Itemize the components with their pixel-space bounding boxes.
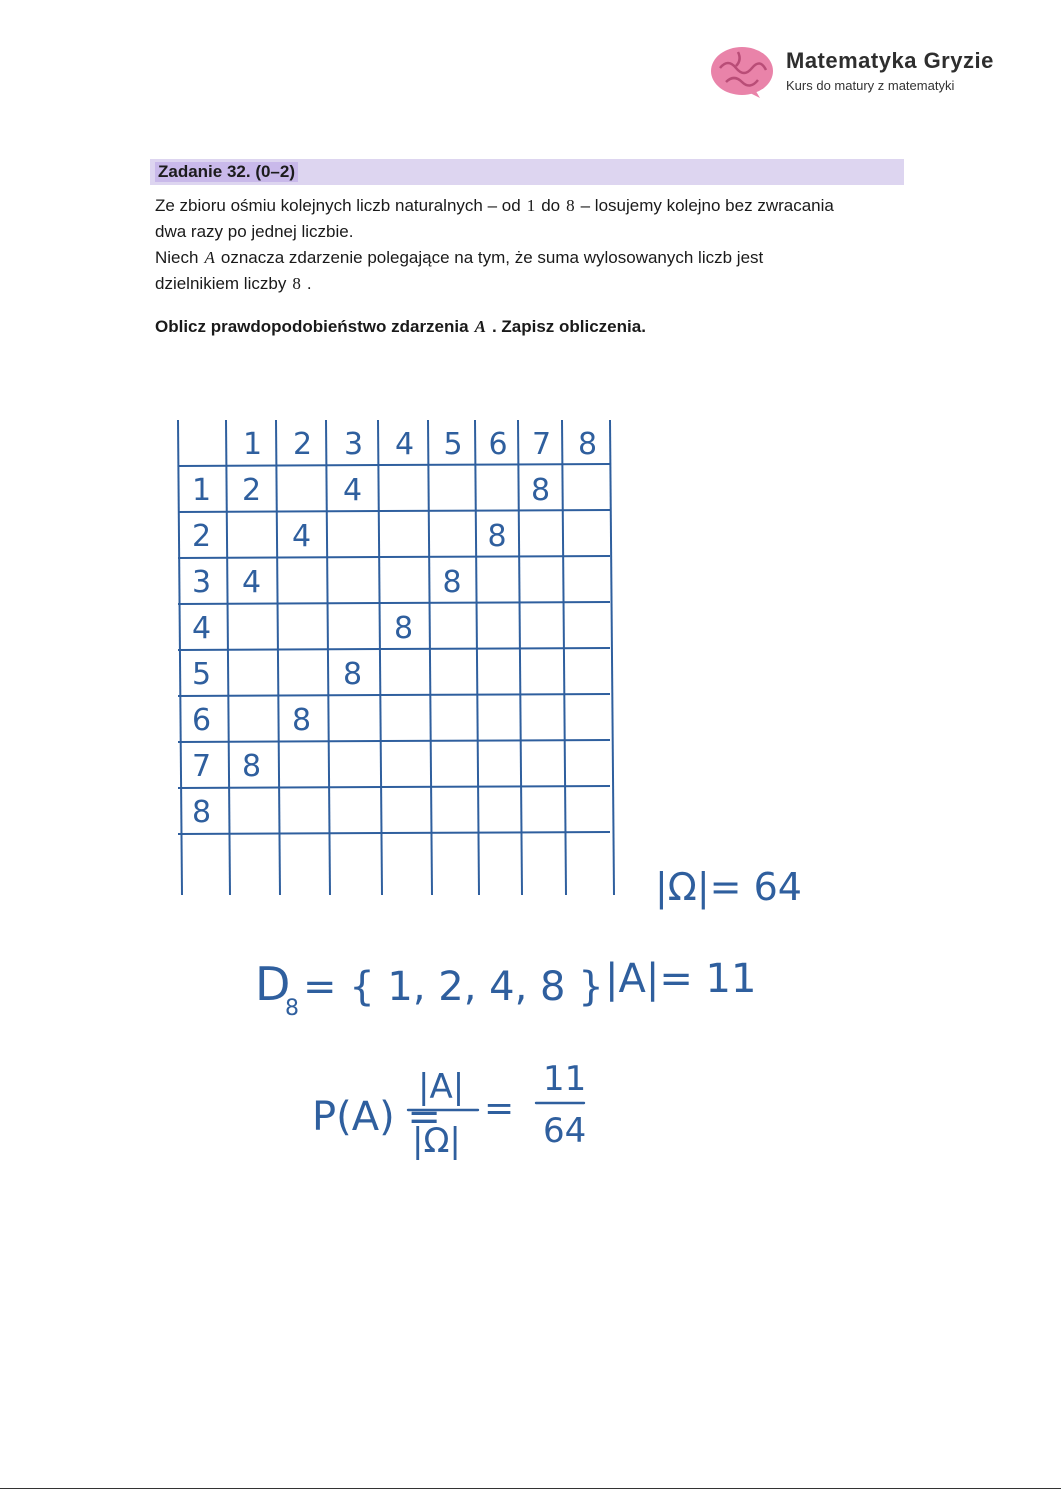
event-count: |A|= 11 bbox=[605, 956, 757, 1002]
table-cell-value: 4 bbox=[343, 473, 363, 508]
table-cell-value: 8 bbox=[343, 657, 363, 692]
table-cell-value: 2 bbox=[242, 473, 262, 508]
variable-a: A bbox=[204, 248, 215, 267]
logo-subtitle: Kurs do matury z matematyki bbox=[786, 78, 955, 93]
divisors-set: = { 1, 2, 4, 8 } bbox=[303, 964, 604, 1010]
row-header: 3 bbox=[192, 565, 212, 600]
grid-vertical-line bbox=[518, 420, 522, 895]
instruction-part-a: Oblicz prawdopodobieństwo zdarzenia bbox=[155, 317, 469, 336]
table-cell-value: 8 bbox=[531, 473, 551, 508]
grid-vertical-line bbox=[226, 420, 230, 895]
grid-vertical-line bbox=[610, 420, 614, 895]
column-header: 5 bbox=[443, 427, 463, 462]
number-8-second: 8 bbox=[292, 274, 301, 293]
column-header: 1 bbox=[243, 427, 263, 462]
task-line3-part-b: oznacza zdarzenie polegające na tym, że suma wylosowanych liczb jest bbox=[220, 248, 764, 267]
task-line1-part-c: – losujemy kolejno bez zwracania bbox=[580, 196, 834, 215]
table-cell-value: 4 bbox=[292, 519, 312, 554]
logo-title: Matematyka Gryzie bbox=[786, 48, 994, 73]
column-header: 2 bbox=[293, 427, 313, 462]
grid-horizontal-line bbox=[178, 740, 610, 742]
grid-vertical-line bbox=[326, 420, 330, 895]
task-line-2: dwa razy po jednej liczbie. bbox=[155, 222, 354, 241]
instruction-part-b: . Zapisz obliczenia. bbox=[491, 317, 646, 336]
grid-vertical-line bbox=[276, 420, 280, 895]
grid-vertical-line bbox=[378, 420, 382, 895]
probability-label: P(A) = bbox=[312, 1094, 441, 1140]
table-row-headers bbox=[192, 473, 211, 830]
column-header: 6 bbox=[488, 427, 508, 462]
number-8: 8 bbox=[566, 196, 575, 215]
task-line1-part-a: Ze zbioru ośmiu kolejnych liczb naturalnych – od bbox=[155, 196, 521, 215]
grid-horizontal-line bbox=[178, 464, 610, 466]
row-header: 2 bbox=[192, 519, 212, 554]
grid-horizontal-line bbox=[178, 786, 610, 788]
row-header: 6 bbox=[192, 703, 212, 738]
table-cell-value: 8 bbox=[292, 703, 312, 738]
divisors-label: D bbox=[255, 957, 291, 1011]
table-cell-value: 8 bbox=[242, 749, 262, 784]
table-cell-value: 8 bbox=[442, 565, 462, 600]
grid-horizontal-line bbox=[178, 648, 610, 650]
grid-horizontal-line bbox=[178, 556, 610, 558]
grid-vertical-line bbox=[428, 420, 432, 895]
row-header: 4 bbox=[192, 611, 212, 646]
column-header: 8 bbox=[578, 427, 598, 462]
task-line3-part-a: Niech bbox=[155, 248, 199, 267]
second-equals: = bbox=[484, 1088, 515, 1129]
grid-horizontal-line bbox=[178, 602, 610, 604]
table-cell-value: 4 bbox=[242, 565, 262, 600]
task-line1-part-b: do bbox=[541, 196, 561, 215]
row-header: 8 bbox=[192, 795, 212, 830]
number-1: 1 bbox=[526, 196, 536, 215]
row-header: 5 bbox=[192, 657, 212, 692]
divisors-subscript: 8 bbox=[285, 996, 299, 1021]
table-cells bbox=[242, 473, 550, 784]
grid-vertical-line bbox=[475, 420, 479, 895]
table-cell-value: 8 bbox=[394, 611, 414, 646]
footer-line bbox=[0, 1488, 1061, 1489]
task-line4-end: . bbox=[306, 274, 312, 293]
row-header: 1 bbox=[192, 473, 212, 508]
omega-count: |Ω|= 64 bbox=[655, 865, 802, 909]
fraction-numerator: |A| bbox=[418, 1067, 465, 1107]
task-line4-part-a: dzielnikiem liczby bbox=[155, 274, 287, 293]
column-header: 7 bbox=[532, 427, 552, 462]
grid-vertical-line bbox=[178, 420, 182, 895]
grid-vertical-line bbox=[562, 420, 566, 895]
instruction-variable: A bbox=[474, 317, 486, 336]
grid-horizontal-line bbox=[178, 510, 610, 512]
table-cell-value: 8 bbox=[487, 519, 507, 554]
table-column-headers bbox=[243, 427, 597, 462]
result-denominator: 64 bbox=[543, 1111, 587, 1151]
grid-horizontal-line bbox=[178, 832, 610, 834]
task-label: Zadanie 32. (0–2) bbox=[155, 162, 298, 182]
fraction-denominator: |Ω| bbox=[412, 1121, 461, 1161]
row-header: 7 bbox=[192, 749, 212, 784]
column-header: 3 bbox=[344, 427, 364, 462]
result-numerator: 11 bbox=[543, 1059, 587, 1099]
column-header: 4 bbox=[395, 427, 415, 462]
grid-horizontal-line bbox=[178, 694, 610, 696]
